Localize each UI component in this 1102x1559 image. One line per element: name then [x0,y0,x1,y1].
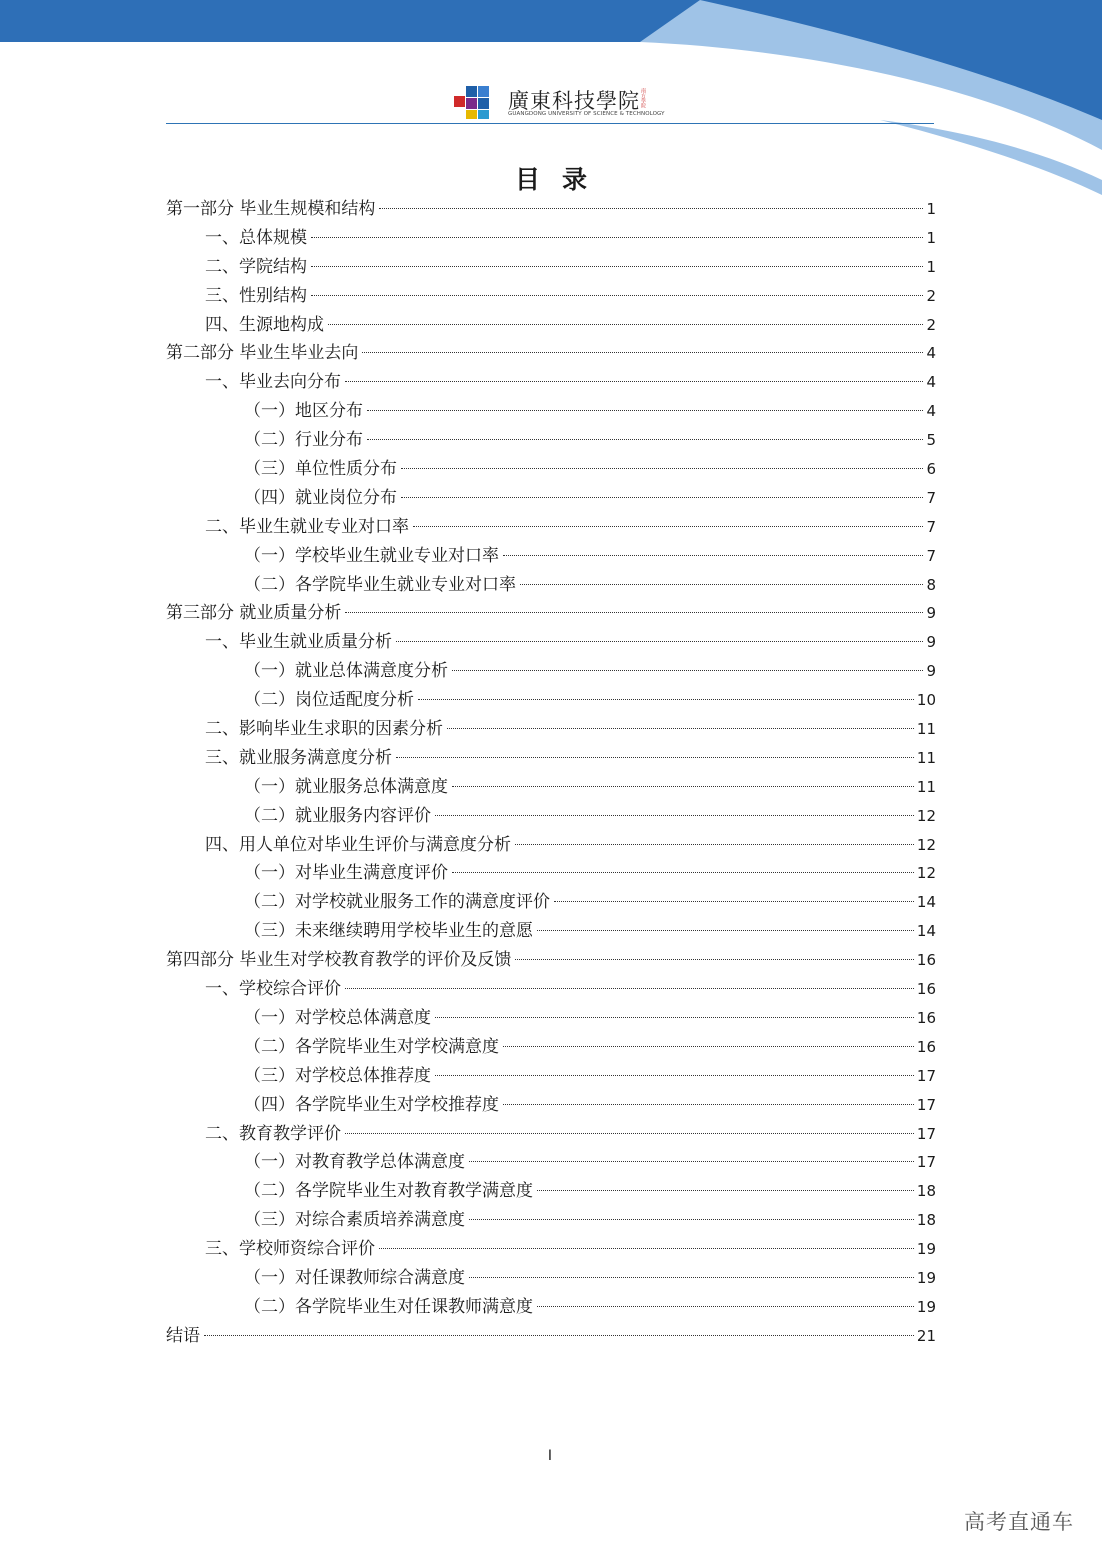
toc-entry[interactable] [166,1264,936,1293]
toc-entry-title: （二）各学院毕业生对学校满意度 [244,1036,499,1057]
toc-entry-title: 一、毕业生就业质量分析 [205,632,392,653]
toc-entry[interactable] [166,773,936,802]
toc-entry[interactable] [166,1062,936,1091]
toc-entry-title: 三、学校师资综合评价 [205,1239,375,1260]
toc-entry[interactable] [166,368,936,397]
watermark: 高考直通车 [964,1510,1074,1534]
toc-entry-page: 4 [926,402,936,421]
toc-entry[interactable] [166,542,936,571]
toc-dot-leader [503,1046,914,1047]
toc-entry-title: 第二部分 毕业生毕业去向 [166,343,359,364]
toc-entry[interactable] [166,599,936,628]
toc-entry[interactable] [166,455,936,484]
toc-entry-page: 7 [926,546,936,565]
toc-entry-page: 9 [926,633,936,652]
logo-name: 廣東科技學院 [508,89,640,113]
toc-entry-title: 一、毕业去向分布 [205,372,341,393]
toc-entry-page: 6 [926,460,936,479]
toc-entry[interactable] [166,224,936,253]
toc-dot-leader [345,1133,914,1134]
toc-dot-leader [362,352,923,353]
toc-entry-title: 三、就业服务满意度分析 [205,747,392,768]
toc-entry-title: 第三部分 就业质量分析 [166,603,342,624]
toc-entry-page: 7 [926,517,936,536]
toc-dot-leader [452,872,914,873]
toc-entry-title: （一）对学校总体满意度 [244,1007,431,1028]
toc-entry-title: （二）各学院毕业生对教育教学满意度 [244,1181,533,1202]
toc-entry-title: （一）对毕业生满意度评价 [244,863,448,884]
toc-entry-page: 5 [926,431,936,450]
toc-entry[interactable] [166,802,936,831]
toc-entry-page: 11 [916,777,936,796]
toc-dot-leader [345,612,923,613]
toc-title: 目录 [514,165,609,194]
toc-entry[interactable] [166,715,936,744]
toc-entry[interactable] [166,339,936,368]
toc-dot-leader [367,439,923,440]
toc-entry[interactable] [166,311,936,340]
toc-entry-page: 18 [916,1211,936,1230]
toc-dot-leader [379,1248,914,1249]
toc-entry-page: 17 [916,1095,936,1114]
table-of-contents [166,195,936,1351]
toc-dot-leader [435,1075,914,1076]
toc-entry[interactable] [166,888,936,917]
toc-entry-page: 7 [926,488,936,507]
toc-dot-leader [520,584,923,585]
toc-entry-title: （一）学校毕业生就业专业对口率 [244,545,499,566]
toc-entry-title: （一）对教育教学总体满意度 [244,1152,465,1173]
toc-entry-page: 4 [926,373,936,392]
toc-dot-leader [396,641,923,642]
toc-entry[interactable] [166,917,936,946]
toc-entry-title: 一、总体规模 [205,227,307,248]
toc-dot-leader [204,1335,914,1336]
toc-dot-leader [452,786,914,787]
toc-entry[interactable] [166,628,936,657]
university-logo [450,84,665,120]
toc-dot-leader [452,670,923,671]
logo-cube-icon [450,84,500,120]
toc-entry-page: 21 [916,1326,936,1345]
toc-dot-leader [435,815,914,816]
toc-dot-leader [367,410,923,411]
toc-entry[interactable] [166,397,936,426]
toc-entry[interactable] [166,1033,936,1062]
toc-entry[interactable] [166,253,936,282]
toc-entry-title: （二）就业服务内容评价 [244,805,431,826]
toc-dot-leader [379,208,923,209]
toc-entry-title: 四、生源地构成 [205,314,324,335]
toc-entry-title: （一）地区分布 [244,401,363,422]
toc-entry-page: 19 [916,1240,936,1259]
toc-dot-leader [469,1161,914,1162]
toc-dot-leader [447,728,914,729]
toc-entry-title: （三）单位性质分布 [244,459,397,480]
toc-entry-page: 2 [926,315,936,334]
toc-entry[interactable] [166,1206,936,1235]
toc-entry[interactable] [166,1235,936,1264]
toc-dot-leader [435,1017,914,1018]
toc-entry-title: （三）未来继续聘用学校毕业生的意愿 [244,921,533,942]
toc-entry-title: 一、学校综合评价 [205,979,341,1000]
toc-entry[interactable] [166,426,936,455]
toc-dot-leader [311,237,923,238]
toc-dot-leader [537,1190,914,1191]
toc-dot-leader [515,844,914,845]
toc-dot-leader [503,1104,914,1105]
toc-entry[interactable] [166,657,936,686]
toc-entry-page: 1 [926,200,936,218]
toc-entry[interactable] [166,484,936,513]
toc-entry[interactable] [166,282,936,311]
toc-dot-leader [311,295,923,296]
toc-dot-leader [413,526,923,527]
toc-entry-title: （二）各学院毕业生就业专业对口率 [244,574,516,595]
toc-dot-leader [515,959,914,960]
toc-entry-title: （一）就业服务总体满意度 [244,776,448,797]
toc-entry-page: 11 [916,720,936,739]
toc-entry[interactable] [166,513,936,542]
toc-entry-title: （四）各学院毕业生对学校推荐度 [244,1094,499,1115]
toc-dot-leader [328,324,923,325]
toc-entry[interactable] [166,1004,936,1033]
toc-entry[interactable] [166,686,936,715]
toc-entry-page: 17 [916,1124,936,1143]
toc-entry-page: 14 [916,893,936,912]
toc-entry-title: 三、性别结构 [205,285,307,306]
toc-entry[interactable] [166,1120,936,1149]
toc-entry[interactable] [166,975,936,1004]
toc-entry-page: 1 [926,228,936,247]
toc-entry-title: 结语 [166,1325,200,1346]
toc-dot-leader [311,266,923,267]
toc-entry[interactable] [166,1293,936,1322]
toc-entry-page: 16 [916,1008,936,1027]
toc-entry-page: 16 [916,951,936,970]
toc-dot-leader [401,497,923,498]
toc-dot-leader [418,699,914,700]
toc-entry-page: 8 [926,575,936,594]
toc-entry-title: 第一部分 毕业生规模和结构 [166,199,376,219]
toc-entry-page: 12 [916,806,936,825]
toc-dot-leader [396,757,914,758]
toc-entry[interactable] [166,1148,936,1177]
toc-entry[interactable] [166,946,936,975]
toc-entry-title: 二、影响毕业生求职的因素分析 [205,719,443,740]
toc-dot-leader [554,901,914,902]
toc-entry[interactable] [166,571,936,600]
toc-entry-title: 第四部分 毕业生对学校教育教学的评价及反馈 [166,950,512,971]
toc-entry-page: 19 [916,1297,936,1316]
toc-entry-title: （一）对任课教师综合满意度 [244,1267,465,1288]
toc-entry-page: 18 [916,1182,936,1201]
toc-entry-page: 17 [916,1153,936,1172]
toc-entry-title: （二）行业分布 [244,430,363,451]
toc-entry-title: （四）就业岗位分布 [244,487,397,508]
toc-entry-page: 11 [916,748,936,767]
toc-entry-page: 9 [926,662,936,681]
toc-entry-page: 16 [916,980,936,999]
toc-entry-title: 二、学院结构 [205,256,307,277]
toc-entry-title: 二、教育教学评价 [205,1123,341,1144]
toc-entry-page: 9 [926,604,936,623]
toc-entry[interactable] [166,831,936,860]
toc-entry-page: 16 [916,1037,936,1056]
toc-entry-page: 17 [916,1066,936,1085]
toc-entry-page: 12 [916,835,936,854]
toc-entry-page: 10 [916,691,936,710]
toc-entry-page: 19 [916,1268,936,1287]
toc-entry-page: 4 [926,344,936,363]
toc-entry-title: （二）岗位适配度分析 [244,690,414,711]
toc-entry-page: 2 [926,286,936,305]
toc-dot-leader [401,468,923,469]
toc-dot-leader [345,381,923,382]
toc-entry[interactable] [166,195,936,224]
toc-dot-leader [537,1306,914,1307]
toc-entry-title: （三）对学校总体推荐度 [244,1065,431,1086]
toc-entry[interactable] [166,1322,936,1351]
toc-dot-leader [345,988,914,989]
header-rule [166,123,934,124]
toc-dot-leader [537,930,914,931]
page-number: I [547,1448,553,1464]
toc-entry-title: 二、毕业生就业专业对口率 [205,516,409,537]
logo-subtitle: GUANGDONG UNIVERSITY OF SCIENCE & TECHNOLOGY [508,111,665,117]
toc-entry-title: （一）就业总体满意度分析 [244,661,448,682]
toc-entry-page: 14 [916,922,936,941]
toc-entry-page: 1 [926,257,936,276]
toc-entry[interactable] [166,744,936,773]
toc-entry[interactable] [166,1177,936,1206]
toc-entry-page: 12 [916,864,936,883]
toc-entry-title: 四、用人单位对毕业生评价与满意度分析 [205,834,511,855]
toc-dot-leader [503,555,923,556]
logo-seal: 南方學院 [640,88,646,108]
toc-dot-leader [469,1219,914,1220]
toc-entry-title: （二）各学院毕业生对任课教师满意度 [244,1296,533,1317]
toc-entry-title: （二）对学校就业服务工作的满意度评价 [244,892,550,913]
toc-entry[interactable] [166,1091,936,1120]
toc-entry[interactable] [166,859,936,888]
toc-entry-title: （三）对综合素质培养满意度 [244,1210,465,1231]
toc-dot-leader [469,1277,914,1278]
